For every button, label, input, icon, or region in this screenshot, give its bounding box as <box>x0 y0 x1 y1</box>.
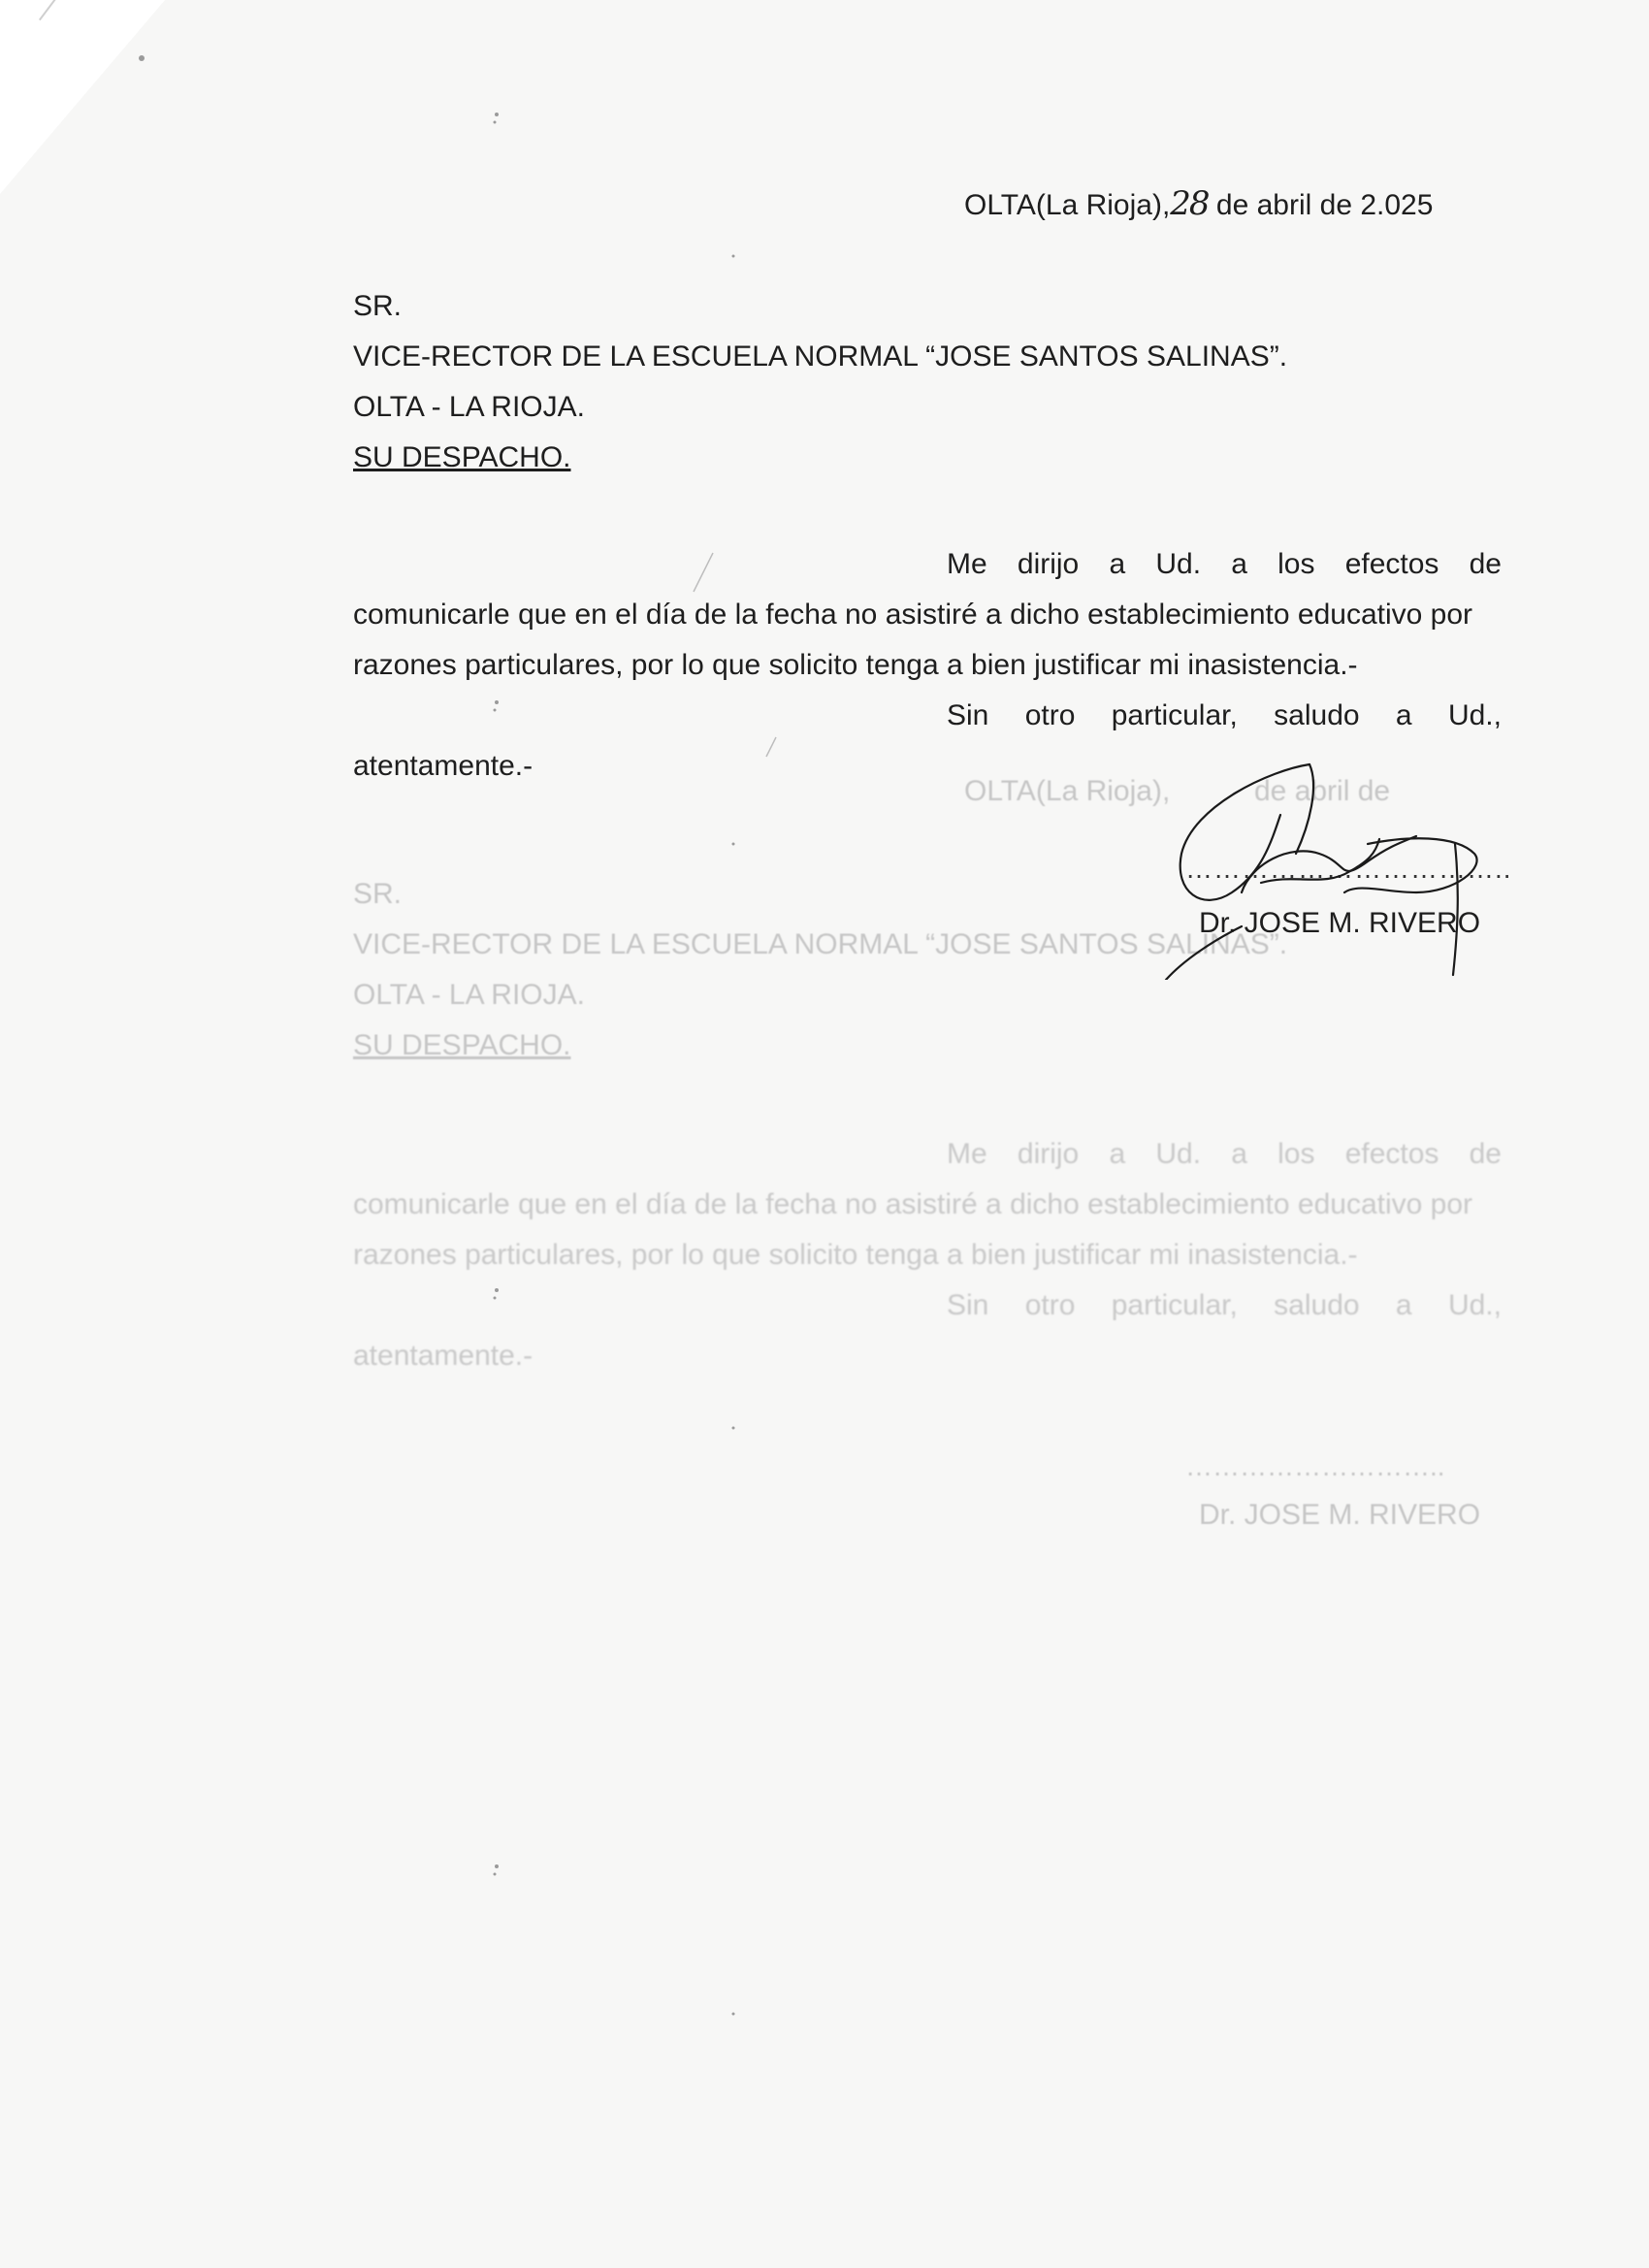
bleed-closing-word: saludo <box>1274 1289 1360 1321</box>
bleed-position: VICE-RECTOR DE LA ESCUELA NORMAL “JOSE SANTOS SALINAS”. <box>353 928 1288 960</box>
body-closing-word: saludo <box>1274 699 1360 731</box>
bleed-despacho: SU DESPACHO. <box>353 1029 571 1061</box>
signature-dots: …………………………….. <box>1185 854 1512 884</box>
date-rest: de abril de 2.025 <box>1215 189 1434 221</box>
bleed-signer: Dr. JOSE M. RIVERO <box>1199 1499 1481 1531</box>
bleed-line-1-word: a <box>1231 1138 1247 1170</box>
bleed-line-1-word: dirijo <box>1017 1138 1080 1170</box>
bleed-closing <box>947 1280 1502 1331</box>
bleed-line-1-word: Ud. <box>1155 1138 1202 1170</box>
body-closing-word: otro <box>1024 699 1076 731</box>
bleed-date-place: OLTA(La Rioja), <box>964 775 1171 807</box>
body-closing-word: a <box>1395 699 1412 731</box>
bleed-line-1-word: a <box>1109 1138 1126 1170</box>
body-closing-word: Sin <box>947 699 989 731</box>
body-line-1-word: a <box>1109 548 1126 580</box>
bleed-body <box>353 1129 1502 1381</box>
bleed-closing-word: a <box>1395 1289 1412 1321</box>
body-closing-end: atentamente.- <box>353 750 534 782</box>
bleed-closing-word: Sin <box>947 1289 989 1321</box>
body-line-1-word: Ud. <box>1155 548 1202 580</box>
bleed-line-3: razones particulares, por lo que solicito tenga a bien justificar mi inasistencia.- <box>353 1239 1358 1271</box>
body-line-1-word: efectos <box>1344 548 1439 580</box>
bleed-line-1-word: efectos <box>1344 1138 1439 1170</box>
bleed-line-2 <box>353 1180 1502 1230</box>
handwritten-signature <box>1125 747 1494 980</box>
recipient-position: VICE-RECTOR DE LA ESCUELA NORMAL “JOSE SANTOS SALINAS”. <box>353 340 1288 373</box>
bleed-line-2-text: comunicarle que en el día de la fecha no asistiré a dicho establecimiento educativo por <box>353 1188 1473 1220</box>
bleed-signature-dots: ……………………….. <box>1185 1451 1445 1481</box>
body-line-3: razones particulares, por lo que solicito tenga a bien justificar mi inasistencia.- <box>353 649 1358 681</box>
body-line-1 <box>947 539 1502 590</box>
body-closing-word: Ud., <box>1447 699 1502 731</box>
date-day-handwritten: 28 <box>1170 184 1209 223</box>
recipient-location: OLTA - LA RIOJA. <box>353 391 585 423</box>
letter-date <box>964 178 1433 231</box>
bleed-location: OLTA - LA RIOJA. <box>353 979 585 1011</box>
bleed-line-1-word: los <box>1277 1138 1315 1170</box>
body-closing-word: particular, <box>1111 699 1238 731</box>
signer-name: Dr. JOSE M. RIVERO <box>1199 907 1481 939</box>
bleed-closing-word: Ud., <box>1447 1289 1502 1321</box>
body-line-1-word: dirijo <box>1017 548 1080 580</box>
body-line-1-word: a <box>1231 548 1247 580</box>
recipient-despacho: SU DESPACHO. <box>353 441 571 473</box>
recipient-salutation: SR. <box>353 290 403 322</box>
bleed-line-1-word: Me <box>947 1138 987 1170</box>
bleed-date-rest: de abril de <box>1253 775 1391 807</box>
bleed-line-1 <box>947 1129 1502 1180</box>
folded-corner <box>0 0 165 194</box>
bleed-line-1-word: de <box>1469 1138 1502 1170</box>
body-closing <box>947 691 1502 741</box>
date-place: OLTA(La Rioja), <box>964 189 1171 221</box>
bleed-salutation: SR. <box>353 878 403 910</box>
body-line-1-word: los <box>1277 548 1315 580</box>
body-line-1-word: Me <box>947 548 987 580</box>
bleed-closing-word: otro <box>1024 1289 1076 1321</box>
bleed-closing-word: particular, <box>1111 1289 1238 1321</box>
body-line-2-text: comunicarle que en el día de la fecha no asistiré a dicho establecimiento educativo por <box>353 599 1473 631</box>
body-line-1-word: de <box>1469 548 1502 580</box>
bleed-closing-end: atentamente.- <box>353 1340 534 1372</box>
body-line-2 <box>353 590 1502 640</box>
